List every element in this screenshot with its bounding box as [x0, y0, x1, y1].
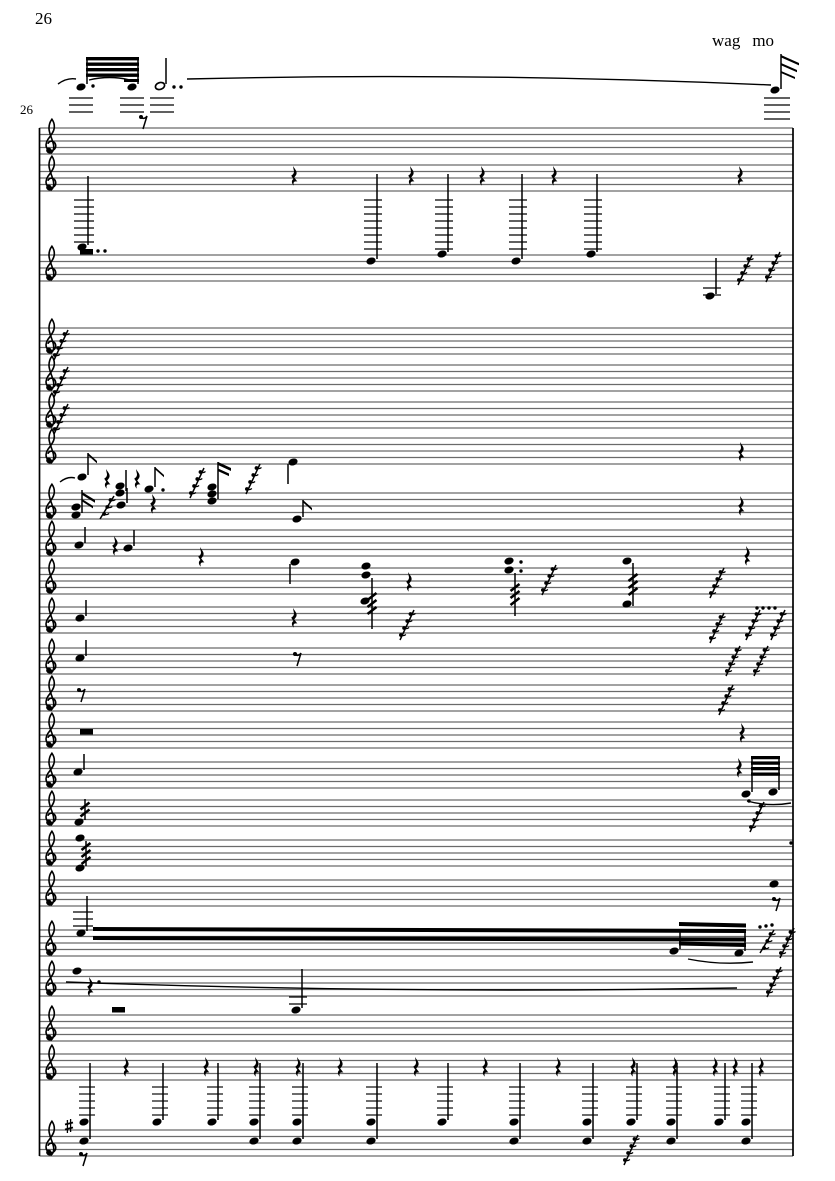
half-rest [80, 249, 93, 255]
notehead [625, 1117, 636, 1126]
notehead [508, 1136, 519, 1145]
treble-clef-icon [46, 393, 56, 427]
notehead [767, 787, 778, 796]
treble-clef-icon [46, 871, 56, 905]
notehead [73, 817, 84, 826]
notehead [704, 291, 715, 300]
treble-clef-icon [46, 921, 56, 955]
notehead [665, 1117, 676, 1126]
augmentation-dot [91, 84, 94, 87]
notehead [581, 1136, 592, 1145]
treble-clef-icon [46, 484, 56, 518]
notehead [126, 82, 137, 91]
beam [86, 63, 139, 66]
notehead [365, 1117, 376, 1126]
notehead [769, 85, 780, 94]
treble-clef-icon [46, 598, 56, 632]
sharp-icon [65, 1123, 73, 1125]
notehead [75, 82, 86, 91]
half-notehead [154, 81, 165, 90]
quarter-rest [408, 166, 414, 186]
notehead [287, 457, 298, 466]
slur-tie [60, 478, 75, 483]
quarter-rest [112, 536, 118, 556]
notehead [365, 256, 376, 265]
notehead [713, 1117, 724, 1126]
beam [218, 469, 229, 477]
augmentation-dot [103, 249, 106, 252]
slur-tie [58, 79, 76, 84]
notehead [78, 1136, 89, 1145]
notehead [436, 1117, 447, 1126]
beam [88, 453, 97, 463]
treble-clef-icon [46, 753, 56, 787]
treble-clef-icon [46, 119, 56, 153]
augmentation-dot [96, 249, 99, 252]
quarter-rest [87, 977, 93, 997]
notehead [621, 556, 632, 565]
beam [751, 756, 780, 759]
augmentation-dot [161, 488, 164, 491]
notehead [360, 561, 371, 570]
augmentation-dot [755, 606, 758, 609]
augmentation-dot [172, 85, 175, 88]
notehead [143, 484, 154, 493]
notehead [365, 1136, 376, 1145]
eighth-rest [79, 689, 85, 702]
beam [781, 71, 795, 79]
measure-number-top: 26 [35, 9, 52, 28]
lyric-syllable-mo: mo [752, 31, 775, 50]
treble-clef-icon [46, 521, 56, 555]
half-rest [80, 729, 93, 735]
notehead [740, 789, 751, 798]
treble-clef-icon [46, 356, 56, 390]
lyric-syllable-wag: wag [712, 31, 741, 50]
notehead [114, 481, 125, 490]
notehead [581, 1117, 592, 1126]
notehead [74, 863, 85, 872]
treble-clef-icon [46, 791, 56, 825]
notehead [508, 1117, 519, 1126]
notehead [291, 514, 302, 523]
notehead [206, 1117, 217, 1126]
notehead [122, 543, 133, 552]
eighth-rest [774, 898, 780, 911]
notehead [436, 249, 447, 258]
notehead [115, 500, 126, 509]
treble-clef-icon [46, 961, 56, 995]
quarter-rest [291, 608, 297, 628]
beam [679, 922, 746, 928]
quarter-rest [291, 166, 297, 186]
treble-clef-icon [46, 246, 56, 280]
beam [679, 942, 746, 948]
quarter-rest [737, 166, 743, 186]
augmentation-dot [764, 924, 767, 927]
notehead [289, 557, 300, 566]
notehead [668, 946, 679, 955]
treble-clef-icon [46, 831, 56, 865]
notehead [503, 556, 514, 565]
beam [751, 767, 780, 770]
eighth-rest [141, 116, 147, 129]
quarter-rest [551, 166, 557, 186]
quarter-rest [134, 469, 140, 489]
notehead [74, 613, 85, 622]
augmentation-dot [747, 799, 750, 802]
notehead [665, 1136, 676, 1145]
quarter-rest [150, 494, 156, 514]
augmentation-dot [789, 841, 792, 844]
notehead [768, 879, 779, 888]
notehead [360, 570, 371, 579]
notehead [585, 249, 596, 258]
beam [86, 57, 139, 60]
eighth-rest [295, 653, 301, 666]
treble-clef-icon [46, 1045, 56, 1079]
augmentation-dot [519, 560, 522, 563]
notehead [740, 1136, 751, 1145]
quarter-rest [739, 723, 745, 743]
treble-clef-icon [46, 156, 56, 190]
notehead [206, 489, 217, 498]
treble-clef-icon [46, 429, 56, 463]
augmentation-dot [773, 606, 776, 609]
beam [303, 500, 312, 510]
beam [781, 55, 799, 65]
treble-clef-icon [46, 713, 56, 747]
quarter-rest [104, 469, 110, 489]
notehead [291, 1117, 302, 1126]
beam [751, 762, 780, 765]
notehead [248, 1136, 259, 1145]
treble-clef-icon [46, 1006, 56, 1040]
beam [781, 63, 797, 72]
notehead [78, 1117, 89, 1126]
notehead [503, 565, 514, 574]
slur-tie [688, 959, 753, 963]
augmentation-dot [770, 923, 773, 926]
beam [751, 773, 780, 776]
measure-number-system: 26 [20, 102, 33, 117]
augmentation-dot [758, 925, 761, 928]
notehead [70, 502, 81, 511]
notehead [291, 1136, 302, 1145]
notehead [73, 540, 84, 549]
beam [93, 927, 746, 933]
treble-clef-icon [46, 559, 56, 593]
notehead [76, 472, 87, 481]
notehead [114, 488, 125, 497]
slur-tie [89, 78, 130, 81]
treble-clef-icon [46, 676, 56, 710]
notehead [510, 256, 521, 265]
notehead [248, 1117, 259, 1126]
slur-tie [187, 77, 771, 85]
notehead [74, 833, 85, 842]
notehead [740, 1117, 751, 1126]
notehead [206, 482, 217, 491]
half-rest [112, 1007, 125, 1013]
beam [155, 467, 164, 477]
augmentation-dot [519, 569, 522, 572]
beam [86, 74, 139, 77]
quarter-rest [479, 166, 485, 186]
augmentation-dot [767, 606, 770, 609]
augmentation-dot [761, 606, 764, 609]
notehead [206, 496, 217, 505]
notehead [290, 1005, 301, 1014]
beam [86, 68, 139, 71]
notehead [151, 1117, 162, 1126]
notehead [71, 966, 82, 975]
augmentation-dot [179, 85, 182, 88]
treble-clef-icon [46, 1121, 56, 1155]
sharp-icon [65, 1128, 73, 1130]
eighth-rest [81, 1153, 87, 1166]
treble-clef-icon [46, 639, 56, 673]
slur-tie [747, 801, 791, 805]
notehead [70, 510, 81, 519]
treble-clef-icon [46, 319, 56, 353]
